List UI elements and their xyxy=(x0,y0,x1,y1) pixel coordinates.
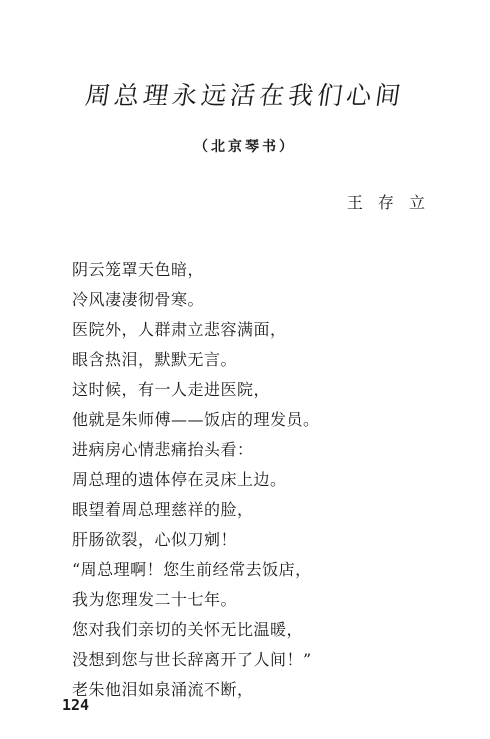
poem-line: “周总理啊！您生前经常去饭店， xyxy=(72,560,312,579)
poem-line: 眼望着周总理慈祥的脸， xyxy=(72,500,254,519)
author-name: 王 存 立 xyxy=(346,193,430,212)
poem-line: 进病房心情悲痛抬头看： xyxy=(72,440,254,459)
poem-body xyxy=(72,255,472,705)
poem-line: 没想到您与世长辞离开了人间！” xyxy=(72,650,312,669)
poem-line: 阴云笼罩天色暗， xyxy=(72,260,205,279)
poem-title: 周总理永远活在我们心间 xyxy=(83,81,407,110)
poem-line: 老朱他泪如泉涌流不断， xyxy=(72,680,254,699)
poem-line: 周总理的遗体停在灵床上边。 xyxy=(72,470,287,489)
poem-line: 我为您理发二十七年。 xyxy=(72,590,238,609)
poem-line: 冷风凄凄彻骨寒。 xyxy=(72,290,205,309)
poem-line: 肝肠欲裂，心似刀剜！ xyxy=(72,530,238,549)
poem-line: 您对我们亲切的关怀无比温暖， xyxy=(72,620,304,639)
page-number: 124 xyxy=(62,696,90,714)
poem-genre: （北京琴书） xyxy=(194,139,296,155)
poem-line: 医院外，人群肃立悲容满面， xyxy=(72,320,287,339)
poem-line: 他就是朱师傅——饭店的理发员。 xyxy=(72,410,320,429)
poem-line: 这时候，有一人走进医院， xyxy=(72,380,271,399)
poem-line: 眼含热泪，默默无言。 xyxy=(72,350,238,369)
